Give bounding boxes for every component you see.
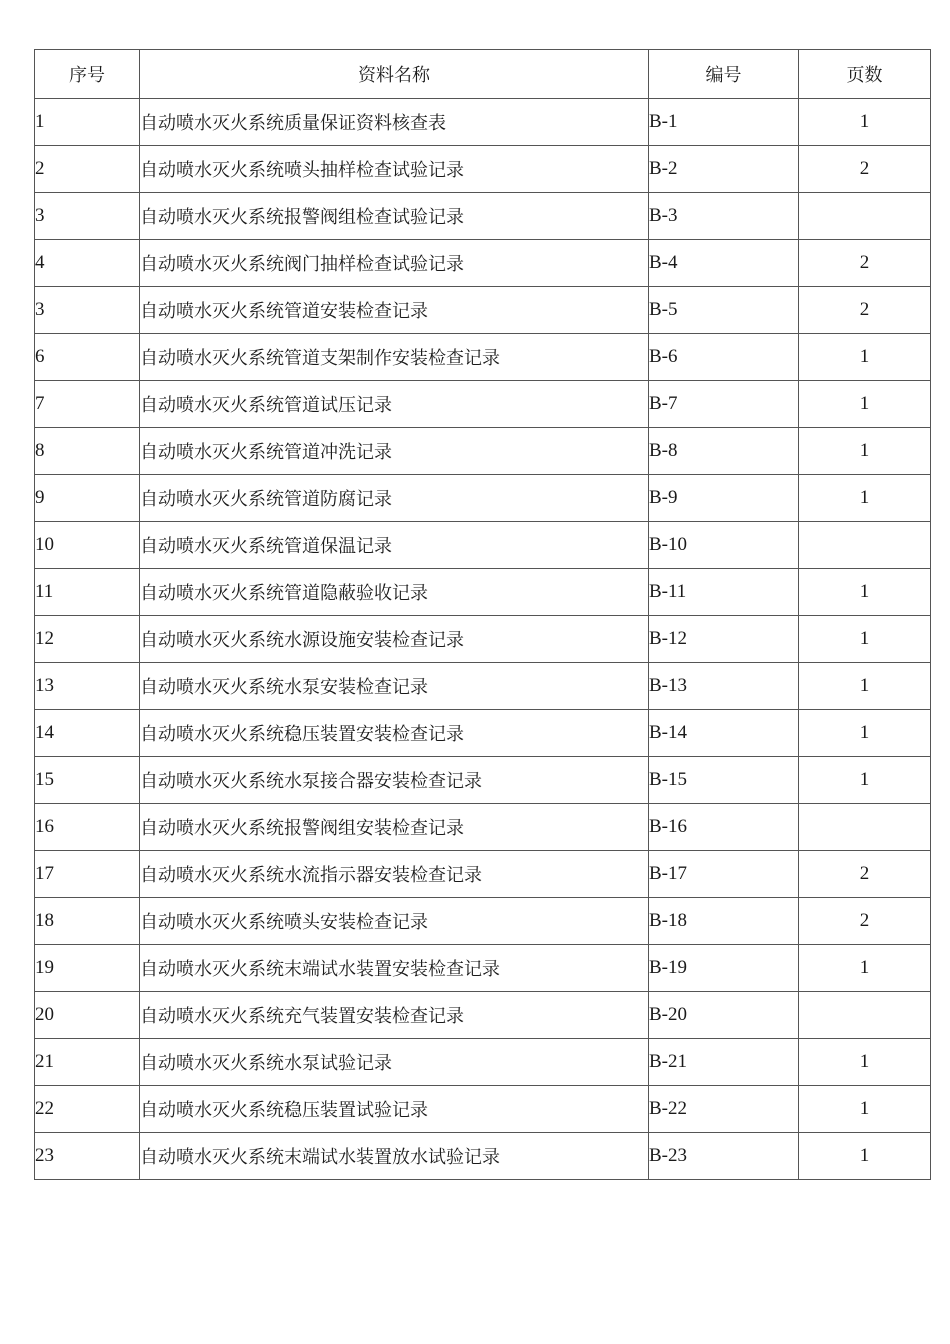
header-no: 序号 bbox=[35, 50, 140, 99]
table-row bbox=[35, 381, 931, 428]
cell-no: 16 bbox=[35, 804, 140, 851]
cell-code: B-17 bbox=[649, 851, 799, 898]
table-row bbox=[35, 757, 931, 804]
cell-pages: 1 bbox=[799, 616, 931, 663]
cell-name: 自动喷水灭火系统管道试压记录 bbox=[140, 381, 649, 428]
cell-code: B-23 bbox=[649, 1133, 799, 1180]
table-row bbox=[35, 193, 931, 240]
cell-code: B-11 bbox=[649, 569, 799, 616]
cell-no: 4 bbox=[35, 240, 140, 287]
cell-name: 自动喷水灭火系统水流指示器安装检查记录 bbox=[140, 851, 649, 898]
cell-code: B-4 bbox=[649, 240, 799, 287]
cell-code: B-18 bbox=[649, 898, 799, 945]
table-row bbox=[35, 287, 931, 334]
cell-no: 12 bbox=[35, 616, 140, 663]
cell-code: B-15 bbox=[649, 757, 799, 804]
cell-no: 10 bbox=[35, 522, 140, 569]
cell-no: 3 bbox=[35, 287, 140, 334]
cell-pages: 2 bbox=[799, 898, 931, 945]
cell-name: 自动喷水灭火系统水源设施安装检查记录 bbox=[140, 616, 649, 663]
cell-code: B-14 bbox=[649, 710, 799, 757]
cell-no: 18 bbox=[35, 898, 140, 945]
cell-no: 11 bbox=[35, 569, 140, 616]
cell-no: 13 bbox=[35, 663, 140, 710]
cell-pages: 1 bbox=[799, 1133, 931, 1180]
cell-code: B-19 bbox=[649, 945, 799, 992]
cell-pages: 2 bbox=[799, 851, 931, 898]
table-row bbox=[35, 1133, 931, 1180]
table-row bbox=[35, 475, 931, 522]
cell-code: B-9 bbox=[649, 475, 799, 522]
cell-no: 15 bbox=[35, 757, 140, 804]
table-row bbox=[35, 428, 931, 475]
cell-name: 自动喷水灭火系统管道安装检查记录 bbox=[140, 287, 649, 334]
cell-no: 9 bbox=[35, 475, 140, 522]
cell-code: B-6 bbox=[649, 334, 799, 381]
table-row bbox=[35, 992, 931, 1039]
cell-code: B-5 bbox=[649, 287, 799, 334]
cell-name: 自动喷水灭火系统管道保温记录 bbox=[140, 522, 649, 569]
cell-pages bbox=[799, 522, 931, 569]
cell-pages: 1 bbox=[799, 757, 931, 804]
cell-code: B-1 bbox=[649, 99, 799, 146]
cell-no: 19 bbox=[35, 945, 140, 992]
table-row bbox=[35, 334, 931, 381]
cell-code: B-12 bbox=[649, 616, 799, 663]
cell-pages: 2 bbox=[799, 146, 931, 193]
cell-code: B-2 bbox=[649, 146, 799, 193]
cell-no: 2 bbox=[35, 146, 140, 193]
cell-name: 自动喷水灭火系统水泵试验记录 bbox=[140, 1039, 649, 1086]
table-row bbox=[35, 804, 931, 851]
table-row bbox=[35, 663, 931, 710]
cell-no: 1 bbox=[35, 99, 140, 146]
cell-no: 21 bbox=[35, 1039, 140, 1086]
table-row bbox=[35, 99, 931, 146]
cell-no: 20 bbox=[35, 992, 140, 1039]
cell-name: 自动喷水灭火系统末端试水装置安装检查记录 bbox=[140, 945, 649, 992]
cell-code: B-3 bbox=[649, 193, 799, 240]
cell-name: 自动喷水灭火系统水泵接合器安装检查记录 bbox=[140, 757, 649, 804]
cell-no: 7 bbox=[35, 381, 140, 428]
cell-code: B-20 bbox=[649, 992, 799, 1039]
table-row bbox=[35, 240, 931, 287]
cell-pages bbox=[799, 804, 931, 851]
header-pages: 页数 bbox=[799, 50, 931, 99]
cell-name: 自动喷水灭火系统管道支架制作安装检查记录 bbox=[140, 334, 649, 381]
cell-name: 自动喷水灭火系统喷头抽样检查试验记录 bbox=[140, 146, 649, 193]
table-row bbox=[35, 146, 931, 193]
table-row bbox=[35, 710, 931, 757]
cell-code: B-16 bbox=[649, 804, 799, 851]
cell-code: B-7 bbox=[649, 381, 799, 428]
header-name: 资料名称 bbox=[140, 50, 649, 99]
cell-pages: 1 bbox=[799, 475, 931, 522]
cell-name: 自动喷水灭火系统阀门抽样检查试验记录 bbox=[140, 240, 649, 287]
cell-no: 23 bbox=[35, 1133, 140, 1180]
table-row bbox=[35, 522, 931, 569]
cell-name: 自动喷水灭火系统报警阀组检查试验记录 bbox=[140, 193, 649, 240]
cell-name: 自动喷水灭火系统管道防腐记录 bbox=[140, 475, 649, 522]
cell-code: B-21 bbox=[649, 1039, 799, 1086]
cell-name: 自动喷水灭火系统管道冲洗记录 bbox=[140, 428, 649, 475]
cell-no: 8 bbox=[35, 428, 140, 475]
cell-code: B-10 bbox=[649, 522, 799, 569]
cell-name: 自动喷水灭火系统管道隐蔽验收记录 bbox=[140, 569, 649, 616]
cell-no: 14 bbox=[35, 710, 140, 757]
cell-no: 6 bbox=[35, 334, 140, 381]
cell-name: 自动喷水灭火系统报警阀组安装检查记录 bbox=[140, 804, 649, 851]
cell-name: 自动喷水灭火系统稳压装置安装检查记录 bbox=[140, 710, 649, 757]
cell-pages: 1 bbox=[799, 428, 931, 475]
cell-pages: 2 bbox=[799, 240, 931, 287]
cell-no: 3 bbox=[35, 193, 140, 240]
cell-code: B-8 bbox=[649, 428, 799, 475]
table-row bbox=[35, 1086, 931, 1133]
table-row bbox=[35, 616, 931, 663]
cell-name: 自动喷水灭火系统水泵安装检查记录 bbox=[140, 663, 649, 710]
cell-name: 自动喷水灭火系统充气装置安装检查记录 bbox=[140, 992, 649, 1039]
cell-pages: 1 bbox=[799, 710, 931, 757]
table-body bbox=[35, 99, 931, 1180]
table-row bbox=[35, 1039, 931, 1086]
cell-pages: 1 bbox=[799, 99, 931, 146]
header-code: 编号 bbox=[649, 50, 799, 99]
cell-code: B-13 bbox=[649, 663, 799, 710]
cell-name: 自动喷水灭火系统质量保证资料核查表 bbox=[140, 99, 649, 146]
cell-pages: 1 bbox=[799, 663, 931, 710]
cell-name: 自动喷水灭火系统稳压装置试验记录 bbox=[140, 1086, 649, 1133]
cell-code: B-22 bbox=[649, 1086, 799, 1133]
cell-pages: 1 bbox=[799, 945, 931, 992]
cell-pages: 1 bbox=[799, 1086, 931, 1133]
cell-pages bbox=[799, 992, 931, 1039]
table-row bbox=[35, 945, 931, 992]
header-row bbox=[35, 50, 931, 99]
cell-name: 自动喷水灭火系统喷头安装检查记录 bbox=[140, 898, 649, 945]
cell-pages bbox=[799, 193, 931, 240]
cell-pages: 1 bbox=[799, 569, 931, 616]
cell-pages: 1 bbox=[799, 334, 931, 381]
cell-pages: 1 bbox=[799, 381, 931, 428]
cell-no: 22 bbox=[35, 1086, 140, 1133]
table-row bbox=[35, 569, 931, 616]
table-row bbox=[35, 898, 931, 945]
cell-no: 17 bbox=[35, 851, 140, 898]
cell-pages: 1 bbox=[799, 1039, 931, 1086]
document-index-table bbox=[34, 49, 931, 1180]
cell-name: 自动喷水灭火系统末端试水装置放水试验记录 bbox=[140, 1133, 649, 1180]
table-row bbox=[35, 851, 931, 898]
cell-pages: 2 bbox=[799, 287, 931, 334]
table-header bbox=[35, 50, 931, 99]
